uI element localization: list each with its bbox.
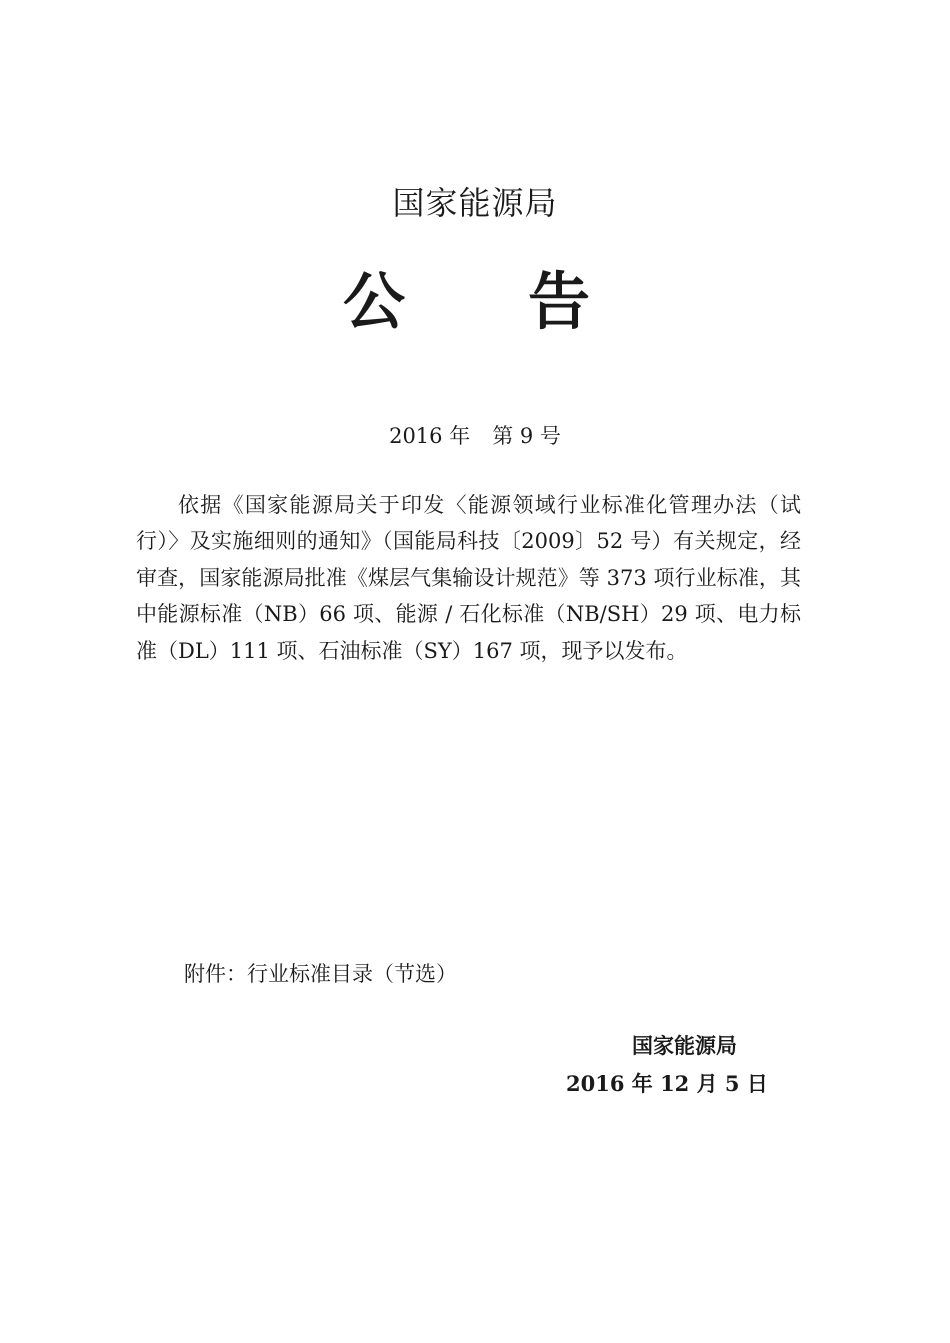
announcement-body: 依据《国家能源局关于印发〈能源领域行业标准化管理办法（试行）〉及实施细则的通知》（国能局科技〔2009〕52 号）有关规定，经审查，国家能源局批准《煤层气集输设计规范》等 373 项行业标准，其中能源标准（NB）66 项、能源 / 石化标准（NB/SH）29 项、电力标准（DL）111 项、石油标准（SY）167 项，现予以发布。: [136, 493, 801, 663]
document-year: 2016 年: [389, 424, 471, 448]
signature-date: 2016 年 12 月 5 日: [566, 1071, 768, 1096]
title-char-2: 告: [528, 265, 591, 338]
document-number: [0, 420, 950, 450]
title-char-1: 公: [343, 265, 406, 338]
signature-organization: 国家能源局: [632, 1034, 737, 1058]
attachment-note: 附件：行业标准目录（节选）: [184, 962, 457, 986]
announcement-title: [0, 262, 950, 342]
issuing-agency: 国家能源局: [392, 184, 558, 222]
document-issue-number: 第 9 号: [492, 424, 561, 448]
